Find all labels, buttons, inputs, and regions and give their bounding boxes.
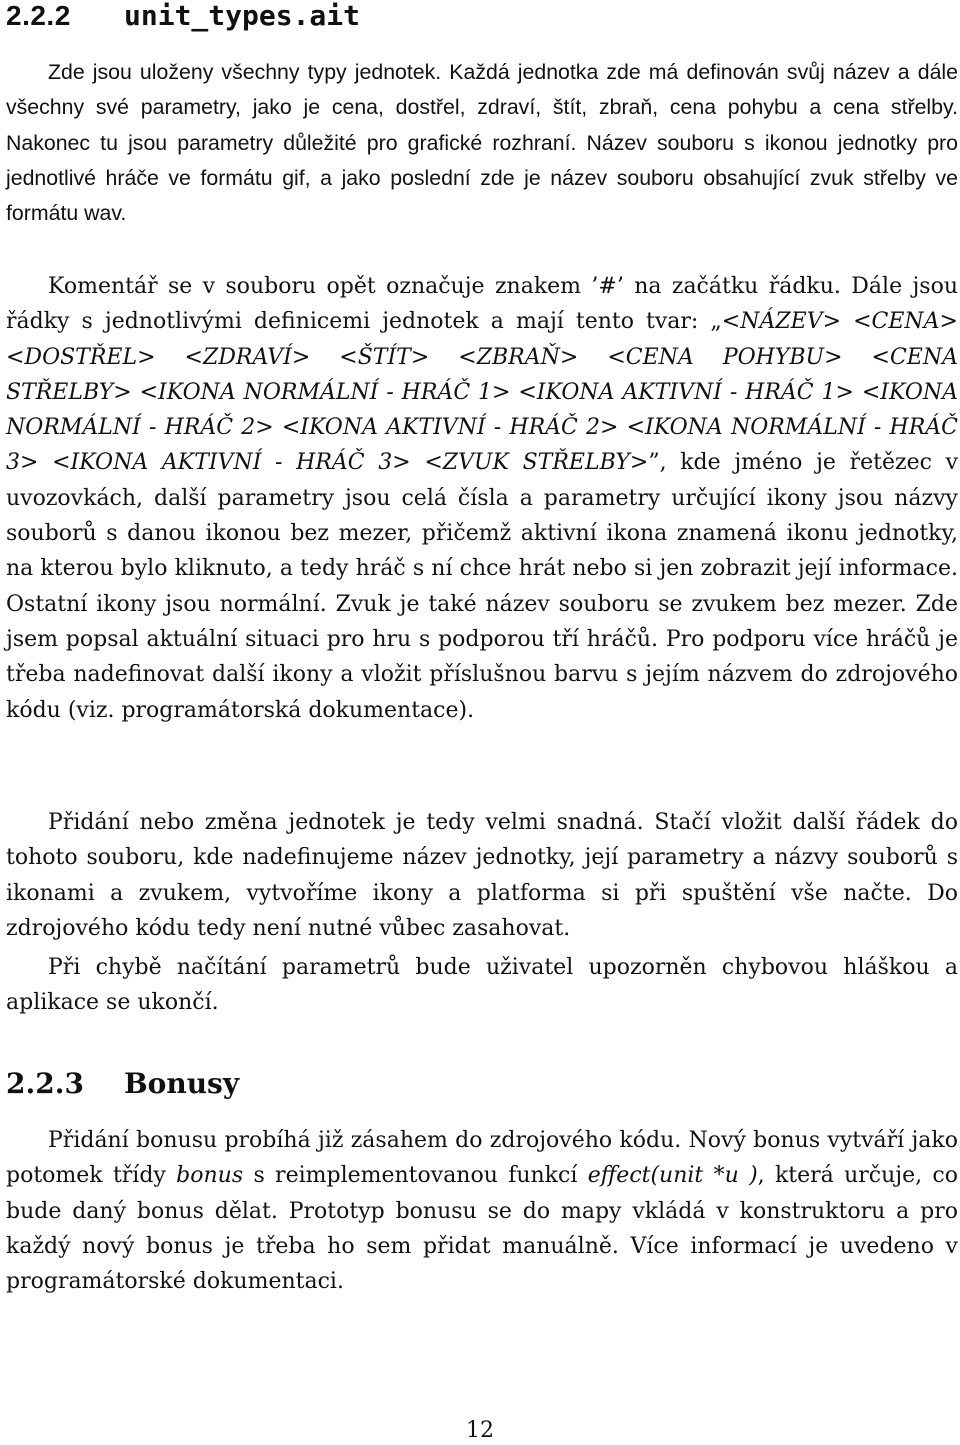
section-number: 2.2.3: [6, 1067, 84, 1100]
section-heading-unit-types: [6, 2, 360, 30]
paragraph-unit-types-intro: Zde jsou uloženy všechny typy jednotek. Každá jednotka zde má definován svůj název a dále všechny své parametry, jako je cena, dostřel, zdraví, štít, zbraň, cena pohybu a cena střelby. Nakonec tu jsou parametry důležité pro grafické rozhraní. Název souboru s ikonou jednotky pro jednotlivé hráče ve formátu gif, a jako poslední zde je název souboru obsahující zvuk střelby ve formátu wav.: [6, 60, 958, 226]
bonus-text-part3: , která určuje, co bude daný bonus dělat. Prototyp bonusu se do mapy vkládá v konstruktoru a pro každý nový bonus je třeba ho sem přidat manuálně. Více informací je uvedeno v programátorské dokumentaci.: [6, 1163, 958, 1295]
paragraph-bonus: [6, 1123, 958, 1299]
bonus-class-name: bonus: [176, 1163, 244, 1189]
paragraph-adding-units: Přidání nebo změna jednotek je tedy velmi snadná. Stačí vložit další řádek do tohoto souboru, kde nadefinujeme název jednotky, její parametry a názvy souborů s ikonami a zvukem, vytvoříme ikony a platforma si při spuštění vše načte. Do zdrojového kódu tedy není nutné vůbec zasahovat.: [6, 810, 958, 941]
page-number: 12: [466, 1418, 494, 1443]
bonus-function-name: effect(unit *u ): [587, 1163, 758, 1189]
format-description-text: ”, kde jméno je řetězec v uvozovkách, další parametry jsou celá čísla a parametry určující ikony jsou názvy souborů s danou ikonou bez mezer, přičemž aktivní ikona znamená ikonu jednotky, na kterou bylo kliknuto, a tedy hráč s ní chce hrát nebo si jen zobrazit její informace. Ostatní ikony jsou normální. Zvuk je také název souboru se zvukem bez mezer. Zde jsem popsal aktuální situaci pro hru s podporou tří hráčů. Pro podporu více hráčů je třeba nadefinovat další ikony a vložit příslušnou barvu s jejím názvem do zdrojového kódu (viz. programátorská dokumentace).: [6, 450, 958, 723]
paragraph-comment-and-format: [6, 269, 958, 728]
section-title: unit_types.ait: [124, 0, 361, 32]
paragraph-error-handling: Při chybě načítání parametrů bude uživatel upozorněn chybovou hláškou a aplikace se ukončí.: [6, 955, 958, 1016]
section-title: Bonusy: [124, 1067, 240, 1100]
section-number: 2.2.2: [6, 0, 71, 31]
bonus-text-part2: s reimplementovanou funkcí: [243, 1163, 588, 1189]
format-specification: <NÁZEV> <CENA> <DOSTŘEL> <ZDRAVÍ> <ŠTÍT> <ZBRAŇ> <CENA POHYBU> <CENA STŘELBY> <IKONA NORMÁLNÍ - HRÁČ 1> <IKONA AKTIVNÍ - HRÁČ 1> <IKONA NORMÁLNÍ - HRÁČ 2> <IKONA AKTIVNÍ - HRÁČ 2> <IKONA NORMÁLNÍ - HRÁČ 3> <IKONA AKTIVNÍ - HRÁČ 3> <ZVUK STŘELBY>: [6, 309, 958, 476]
format-intro-text: Komentář se v souboru opět označuje znakem ’#’ na začátku řádku. Dále jsou řádky s jednotlivými definicemi jednotek a mají tento tvar: „: [6, 274, 958, 335]
bonus-text-part1: Přidání bonusu probíhá již zásahem do zdrojového kódu. Nový bonus vytváří jako potomek třídy: [6, 1128, 958, 1189]
section-heading-bonusy: [6, 1067, 240, 1100]
